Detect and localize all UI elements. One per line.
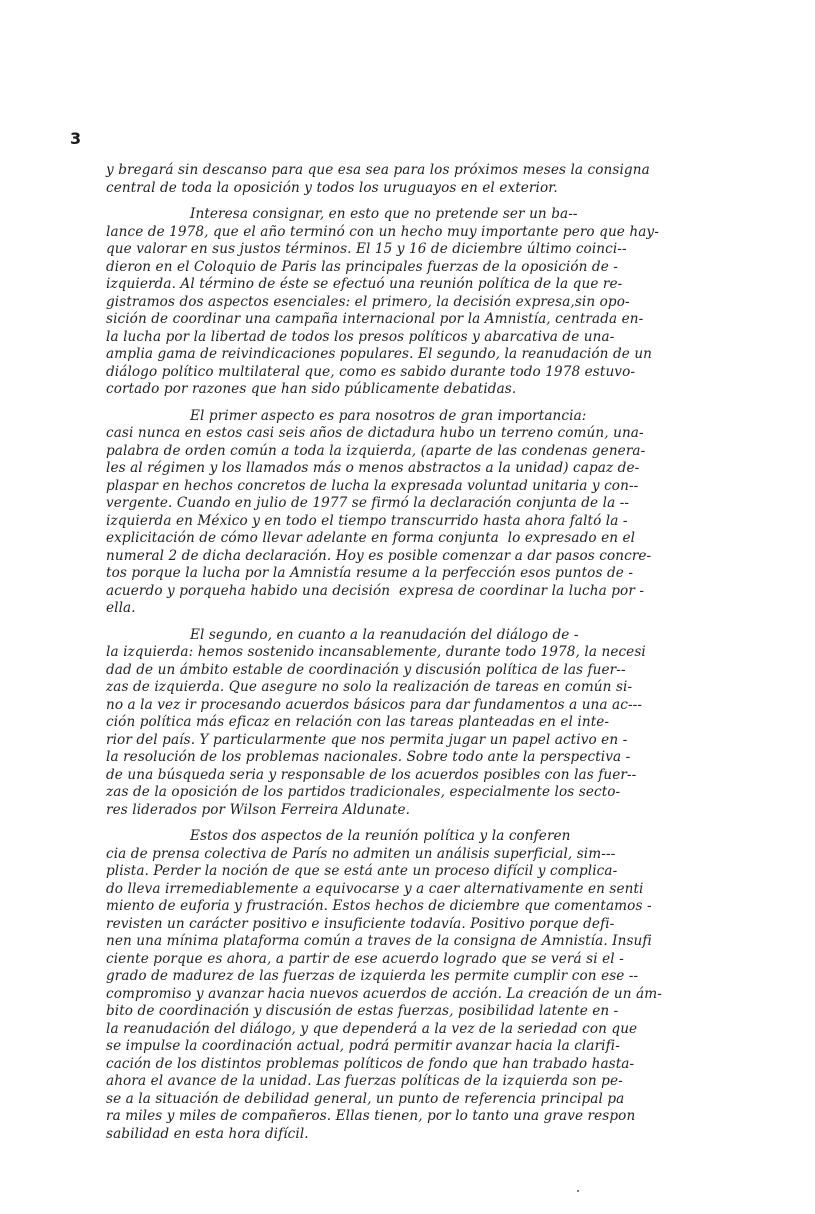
text-line: nen una mínima plataforma común a traves de la consigna de Amnistía. Insufi xyxy=(106,933,652,949)
text-line: la lucha por la libertad de todos los presos políticos y abarcativa de una- xyxy=(106,328,615,345)
text-line: palabra de orden común a toda la izquierda, (aparte de las condenas genera- xyxy=(106,442,646,459)
text-line: de una búsqueda seria y responsable de los acuerdos posibles con las fuer-- xyxy=(106,766,637,783)
text-line: y bregará sin descanso para que esa sea para los próximos meses la consigna xyxy=(106,162,650,178)
text-line: diálogo político multilateral que, como es sabido durante todo 1978 estuvo- xyxy=(106,363,636,380)
text-line: que valorar en sus justos términos. El 15 y 16 de diciembre último coinci-- xyxy=(106,241,627,257)
text-line: El primer aspecto es para nosotros de gran importancia: xyxy=(106,407,587,424)
text-line: casi nunca en estos casi seis años de dictadura hubo un terreno común, una- xyxy=(106,425,644,441)
text-line: compromiso y avanzar hacia nuevos acuerdos de acción. La creación de un ám- xyxy=(106,985,662,1002)
text-line: numeral 2 de dicha declaración. Hoy es posible comenzar a dar pasos concre- xyxy=(106,547,652,564)
paper-speck xyxy=(577,1190,579,1192)
text-line: plaspar en hechos concretos de lucha la expresada voluntad unitaria y con-- xyxy=(106,477,639,494)
text-line: Estos dos aspectos de la reunión política y la conferen xyxy=(106,828,571,844)
paragraph xyxy=(106,828,746,1143)
text-line: izquierda. Al término de éste se efectuó una reunión política de la que re- xyxy=(106,276,623,292)
text-line: rior del país. Y particularmente que nos permita jugar un papel activo en - xyxy=(106,731,628,748)
text-line: Interesa consignar, en esto que no pretende ser un ba-- xyxy=(106,206,578,222)
text-line: les al régimen y los llamados más o menos abstractos a la unidad) capaz de- xyxy=(106,460,640,476)
text-line: zas de la oposición de los partidos tradicionales, especialmente los secto- xyxy=(106,784,621,800)
text-line: no a la vez ir procesando acuerdos básicos para dar fundamentos a una ac--- xyxy=(106,696,643,713)
text-line: bito de coordinación y discusión de estas fuerzas, posibilidad latente en - xyxy=(106,1003,619,1019)
text-line: revisten un carácter positivo e insuficiente todavía. Positivo porque defi- xyxy=(106,915,615,932)
text-line: amplia gama de reivindicaciones populares. El segundo, la reanudación de un xyxy=(106,346,653,362)
text-line: acuerdo y porqueha habido una decisión expresa de coordinar la lucha por - xyxy=(106,582,645,599)
text-line: explicitación de cómo llevar adelante en forma conjunta lo expresado en el xyxy=(106,530,636,546)
text-line: la izquierda: hemos sostenido incansablemente, durante todo 1978, la necesi xyxy=(106,644,646,660)
text-line: El segundo, en cuanto a la reanudación del diálogo de - xyxy=(106,626,579,643)
text-line: se a la situación de debilidad general, un punto de referencia principal pa xyxy=(106,1090,625,1107)
text-line: res liderados por Wilson Ferreira Aldunate. xyxy=(106,801,411,818)
text-line: do lleva irremediablemente a equivocarse y a caer alternativamente en senti xyxy=(106,880,644,897)
text-line: izquierda en México y en todo el tiempo transcurrido hasta ahora faltó la - xyxy=(106,512,628,529)
text-line: ella. xyxy=(106,600,136,616)
text-line: tos porque la lucha por la Amnistía resume a la perfección esos puntos de - xyxy=(106,565,634,581)
text-line: gistramos dos aspectos esenciales: el primero, la decisión expresa,sin opo- xyxy=(106,293,630,310)
paragraph xyxy=(106,627,746,820)
text-line: lance de 1978, que el año terminó con un hecho muy importante pero que hay- xyxy=(106,223,659,240)
text-line: ción política más eficaz en relación con las tareas planteadas en el inte- xyxy=(106,714,610,730)
text-line: ahora el avance de la unidad. Las fuerzas políticas de la izquierda son pe- xyxy=(106,1073,623,1089)
text-line: sición de coordinar una campaña internacional por la Amnistía, centrada en- xyxy=(106,311,644,327)
text-line: dad de un ámbito estable de coordinación y discusión política de las fuer-- xyxy=(106,661,626,678)
page-number: 3 xyxy=(70,129,82,148)
text-line: miento de euforia y frustración. Estos hechos de diciembre que comentamos - xyxy=(106,898,652,914)
text-line: ciente porque es ahora, a partir de ese acuerdo logrado que se verá si el - xyxy=(106,950,624,967)
text-line: plista. Perder la noción de que se está ante un proceso difícil y complica- xyxy=(106,863,618,879)
text-line: sabilidad en esta hora difícil. xyxy=(106,1125,309,1142)
text-line: central de toda la oposición y todos los uruguayos en el exterior. xyxy=(106,179,558,196)
text-line: cación de los distintos problemas políticos de fondo que han trabado hasta- xyxy=(106,1055,635,1072)
text-line: la reanudación del diálogo, y que dependerá a la vez de la seriedad con que xyxy=(106,1020,638,1037)
text-line: se impulse la coordinación actual, podrá permitir avanzar hacia la clarifi- xyxy=(106,1038,620,1054)
text-line: la resolución de los problemas nacionales. Sobre todo ante la perspectiva - xyxy=(106,749,631,765)
text-line: dieron en el Coloquio de Paris las principales fuerzas de la oposición de - xyxy=(106,258,618,275)
paragraph xyxy=(106,408,746,618)
paragraph xyxy=(106,206,746,399)
text-line: grado de madurez de las fuerzas de izquierda les permite cumplir con ese -- xyxy=(106,968,639,984)
document-body xyxy=(106,162,746,1143)
text-line: zas de izquierda. Que asegure no solo la realización de tareas en común si- xyxy=(106,679,633,695)
text-line: cia de prensa colectiva de París no admiten un análisis superficial, sim--- xyxy=(106,845,616,862)
paragraph xyxy=(106,162,746,197)
text-line: cortado por razones que han sido públicamente debatidas. xyxy=(106,381,517,397)
text-line: ra miles y miles de compañeros. Ellas tienen, por lo tanto una grave respon xyxy=(106,1108,636,1124)
text-line: vergente. Cuando en julio de 1977 se firmó la declaración conjunta de la -- xyxy=(106,495,630,511)
